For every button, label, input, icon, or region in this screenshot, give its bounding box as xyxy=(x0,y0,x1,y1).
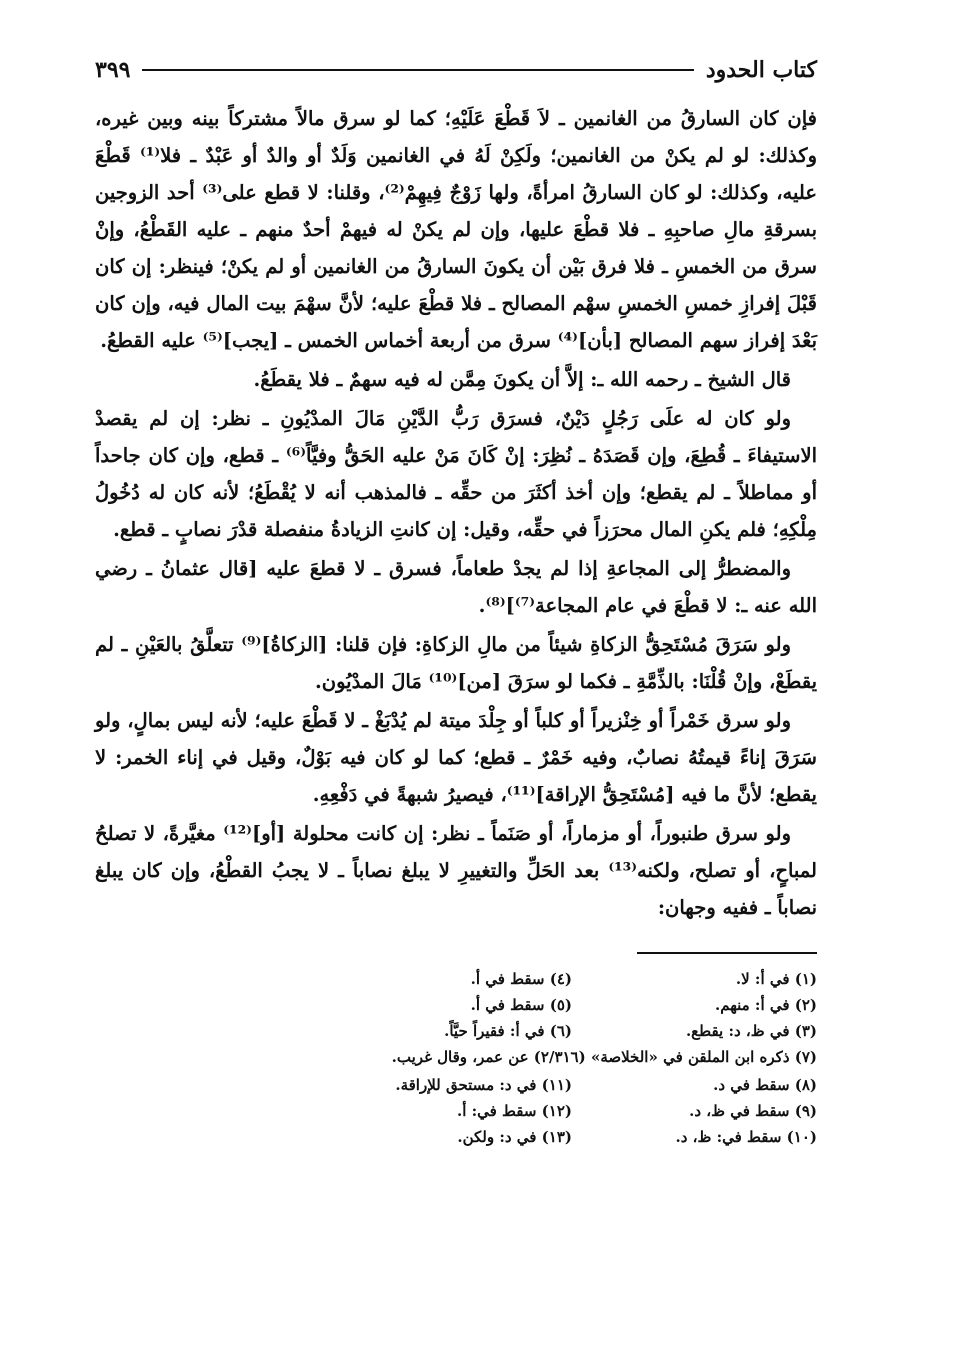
book-page xyxy=(95,52,817,1186)
footnote: (١١) في د: مستحق للإراقة. xyxy=(395,1076,572,1094)
footnote: (٩) سقط في ظ، د. xyxy=(689,1102,817,1120)
paragraph: فإن كان السارقُ من الغانمين ـ لاَ قَطْعَ عَلَيْهِ؛ كما لو سرق مالاً مشتركاً بينه وبين غيره، وكذلك: لو لم يكنْ من الغانمين؛ ولَكِنْ لَهُ في الغانمين وَلَدٌ أو والدٌ أو عَبْدٌ ـ فلا⁽¹⁾ قَطْعَ عليه، وكذلك: لو كان السارقُ امرأةً، ولها زَوْجٌ فِيهِمْ⁽²⁾، وقلنا: لا قطع على⁽³⁾ أحد الزوجين بسرقةِ مالِ صاحبِهِ ـ فلا قطْعَ عليها، وإن لم يكنْ له فيهمْ أحدٌ منهم ـ عليه القَطْعُ، وإنْ سرق من الخمسِ ـ فلا فرق بَيْن أن يكونَ السارقُ من الغانمين أو لم يكنْ؛ فينظر: إن كان قَبْلَ إفرازِ خمسِ الخمسِ سهْم المصالح ـ فلا قطْعَ عليه؛ لأنَّ سهْمَ بيت المال فيه، وإن كان بَعْدَ إفراز سهم المصالح [بأن]⁽⁴⁾ سرق من أربعة أخماس الخمس ـ [يجب]⁽⁵⁾ عليه القطعُ. xyxy=(95,107,817,352)
footnote: (١٠) سقط في: ظ، د. xyxy=(675,1128,817,1146)
page-header xyxy=(95,52,817,88)
footnote-column-left xyxy=(232,1072,572,1150)
header-rule xyxy=(142,69,693,71)
main-text xyxy=(95,100,817,926)
paragraph: ولو سرق خَمْراً أو خِنْزيراً أو كلباً أو جِلْدَ ميتة لم يُدْبَغْ ـ لا قَطْعَ عليه؛ لأنه ليس بمالٍ، ولو سَرَقَ إناءً قيمتُهُ نصابٌ، وفيه خَمْرٌ ـ قطع؛ كما لو كان فيه بَوْلٌ، وقيل في إناء الخمر: لا يقطع؛ لأنَّ ما فيه [مُسْتَحِقُّ الإراقة]⁽¹¹⁾، فيصيرُ شبهةً في دَفْعِهِ. xyxy=(95,709,817,806)
running-title: كتاب الحدود xyxy=(705,57,817,83)
footnote: (١٣) في د: ولكن. xyxy=(457,1128,572,1146)
footnote: (٥) سقط في أ. xyxy=(470,996,572,1014)
page-number: ٣٩٩ xyxy=(95,57,131,83)
footnote: (١٢) سقط في: أ. xyxy=(457,1102,572,1120)
footnote: (٢) في أ: منهم. xyxy=(715,996,817,1014)
paragraph: ولو سرق طنبوراً، أو مزماراً، أو صَنَماً ـ نظر: إن كانت محلولة [أو]⁽¹²⁾ مغيَّرةً، لا تصلحُ لمباحٍ، أو تصلح، ولكنه⁽¹³⁾ بعد الحَلِّ والتغييرِ لا يبلغ نصاباً ـ لا يجبُ القطْعُ، وإن كان يبلغ نصاباً ـ ففيه وجهان: xyxy=(95,822,817,919)
footnote: (٦) في أ: فقيراً حيَّاً. xyxy=(444,1022,572,1040)
footnote: (٨) سقط في د. xyxy=(713,1076,817,1094)
paragraph: ولو سَرَقَ مُسْتَحِقُّ الزكاةِ شيئاً من مالِ الزكاةِ: فإن قلنا: [الزكاةُ]⁽⁹⁾ تتعلَّقُ بالعَيْنِ ـ لم يقطَعْ، وإنْ قُلْنَا: بالذِّمَّةِ ـ فكما لو سرَقَ [من]⁽¹⁰⁾ مَالَ المدْيُون. xyxy=(95,633,817,693)
footnote-full-width: (٧) ذكره ابن الملقن في «الخلاصة» (٢/٣١٦) عن عمر، وقال غريب. xyxy=(391,1048,817,1066)
footnote: (٤) سقط في أ. xyxy=(470,970,572,988)
paragraph: قال الشيخ ـ رحمه الله ـ: إلاَّ أن يكونَ مِمَّن له فيه سهمٌ ـ فلا يقطَعُ. xyxy=(253,368,791,391)
footnote: (١) في أ: لا. xyxy=(735,970,817,988)
footnote-separator xyxy=(637,952,817,954)
paragraph: ولو كان له علَى رَجُلٍ دَيْنٌ، فسرَق رَبُّ الدَّيْنِ مَالَ المدْيُونِ ـ نظر: إن لم يقصدْ الاستيفاءَ ـ قُطِعَ، وإن قَصَدَهُ ـ نُظِرَ: إنْ كَانَ مَنْ عليه الحَقُّ وفيَّاً⁽⁶⁾ ـ قطع، وإن كان جاحداً أو مماطلاً ـ لم يقطع؛ وإن أخذ أكثَرَ من حقِّه ـ فالمذهب أنه لا يُقْطَعُ؛ لأنه كان له دُخُولُ مِلْكِهِ؛ فلم يكنِ المال محرَزاً في حقِّه، وقيل: إن كانتِ الزيادةُ منفصلة قدْرَ نصابٍ ـ قطع. xyxy=(95,407,818,541)
footnote-column-left xyxy=(232,966,572,1044)
footnotes xyxy=(95,966,817,1186)
paragraph: والمضطرُّ إلى المجاعةِ إذا لم يجدْ طعاماً، فسرق ـ لا قطعَ عليه [قال عثمانُ ـ رضي الله عنه ـ: لا قطْعَ في عام المجاعة⁽⁷⁾]⁽⁸⁾. xyxy=(95,557,817,617)
footnote: (٣) في ظ، د: يقطع. xyxy=(685,1022,817,1040)
